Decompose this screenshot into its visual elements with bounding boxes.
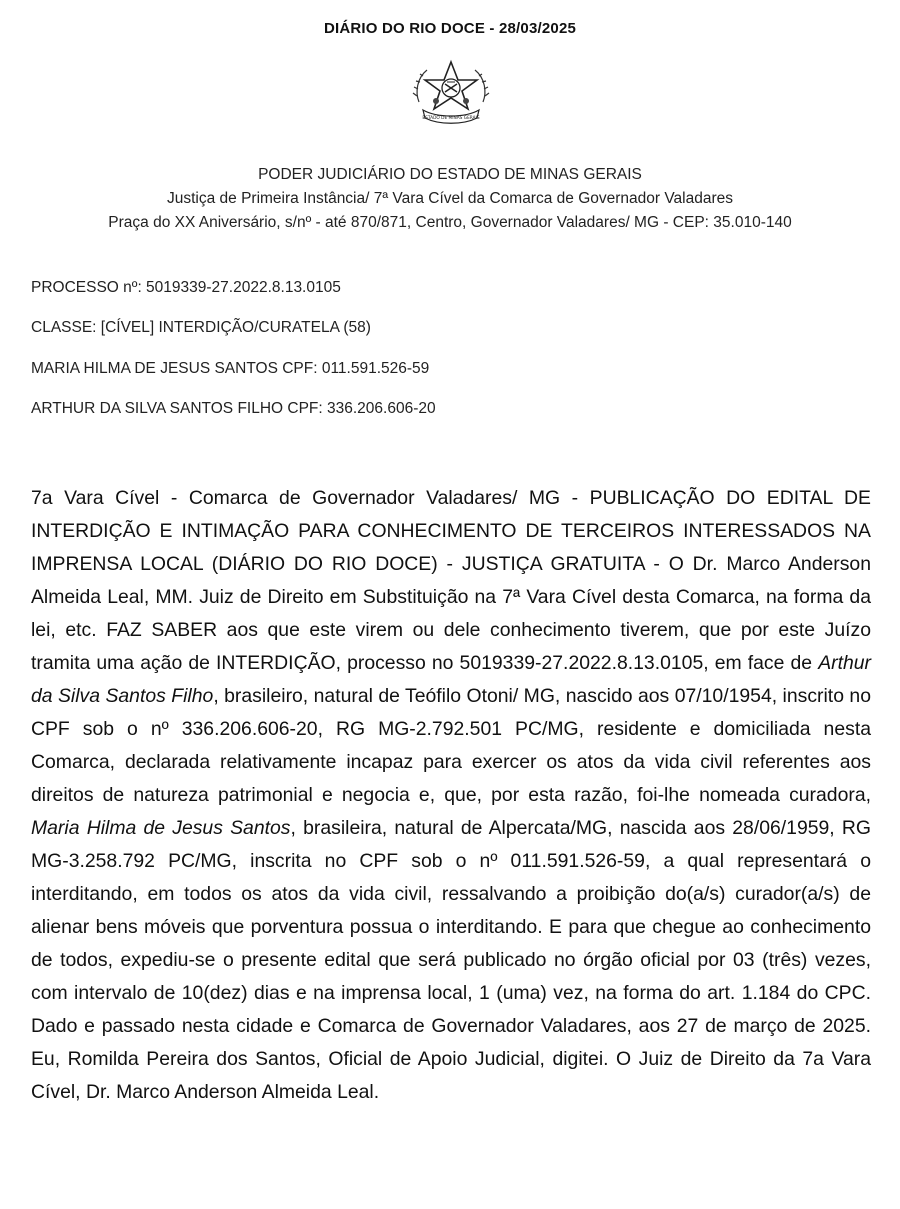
court-name: PODER JUDICIÁRIO DO ESTADO DE MINAS GERAIS xyxy=(258,166,642,183)
edital-part-2: , brasileiro, natural de Teófilo Otoni/ MG, nascido aos 07/10/1954, inscrito no CPF sob o nº 336.206.606-20, RG MG-2.792.501 PC/MG, residente e domiciliada nesta Comarca, declarada relativamente incapaz para exercer os atos da vida civil referentes aos direitos de natureza patrimonial e negocia e, que, por esta razão, foi-lhe nomeada curadora, xyxy=(31,685,871,806)
interdicted-name: Arthur da Silva Santos Filho xyxy=(31,652,871,707)
curator-name: Maria Hilma de Jesus Santos xyxy=(31,817,291,839)
case-details xyxy=(31,276,436,438)
emblem-caption: ESTADO DE MINAS GERAIS xyxy=(422,116,480,121)
edital-part-3: , brasileira, natural de Alpercata/MG, nascida aos 28/06/1959, RG MG-3.258.792 PC/MG, inscrita no CPF sob o nº 011.591.526-59, a qual representará o interditando, em todos os atos da vida civil, ressalvando a proibição do(a/s) curador(a/s) de alienar bens móveis que porventura possua o interditando. E para que chegue ao conhecimento de todos, expediu-se o presente edital que será publicado no órgão oficial por 03 (três) vezes, com intervalo de 10(dez) dias e na imprensa local, 1 (uma) vez, na forma do art. 1.184 do CPC. Dado e passado nesta cidade e Comarca de Governador Valadares, aos 27 de março de 2025. Eu, Romilda Pereira dos Santos, Oficial de Apoio Judicial, digitei. O Juiz de Direito da 7a Vara Cível, Dr. Marco Anderson Almeida Leal. xyxy=(31,817,871,1103)
edital-text xyxy=(31,482,871,1109)
minas-gerais-coat-of-arms-icon xyxy=(411,58,491,132)
party-interdicted: ARTHUR DA SILVA SANTOS FILHO CPF: 336.206.606-20 xyxy=(31,400,436,418)
court-address: Praça do XX Aniversário, s/nº - até 870/871, Centro, Governador Valadares/ MG - CEP: 35.010-140 xyxy=(108,214,792,231)
edital-part-1: 7a Vara Cível - Comarca de Governador Valadares/ MG - PUBLICAÇÃO DO EDITAL DE INTERDIÇÃO E INTIMAÇÃO PARA CONHECIMENTO DE TERCEIROS INTERESSADOS NA IMPRENSA LOCAL (DIÁRIO DO RIO DOCE) - JUSTIÇA GRATUITA - O Dr. Marco Anderson Almeida Leal, MM. Juiz de Direito em Substituição na 7ª Vara Cível desta Comarca, na forma da lei, etc. FAZ SABER aos que este virem ou dele conhecimento tiverem, que por este Juízo tramita uma ação de INTERDIÇÃO, processo no 5019339-27.2022.8.13.0105, em face de xyxy=(31,487,871,674)
court-identification xyxy=(0,163,900,235)
case-class: CLASSE: [CÍVEL] INTERDIÇÃO/CURATELA (58) xyxy=(31,319,371,337)
court-division: Justiça de Primeira Instância/ 7ª Vara Cível da Comarca de Governador Valadares xyxy=(166,190,733,207)
newspaper-header: DIÁRIO DO RIO DOCE - 28/03/2025 xyxy=(323,20,577,37)
process-number: PROCESSO nº: 5019339-27.2022.8.13.0105 xyxy=(31,279,341,296)
party-curator: MARIA HILMA DE JESUS SANTOS CPF: 011.591.526-59 xyxy=(31,359,430,377)
